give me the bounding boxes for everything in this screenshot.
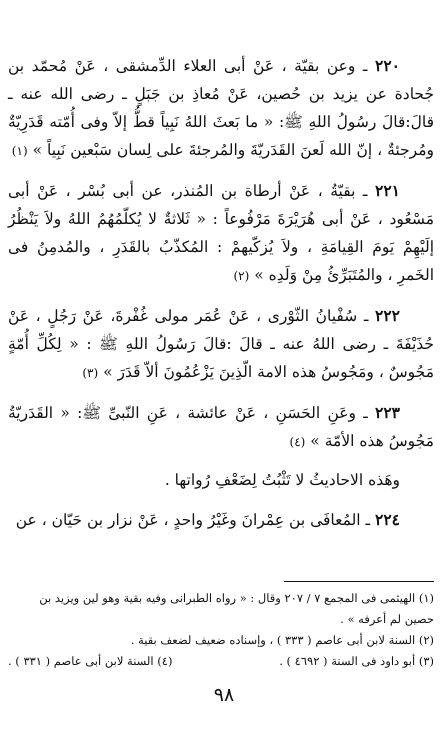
footnote-ref: (٢): [233, 269, 250, 283]
hadith-221: [8, 177, 434, 290]
main-text: [8, 52, 434, 534]
hadith-text: ـ المُعافَى بن عِمْرانَ وغَيْرُ واحدٍ ، عَنْ نزار بن حَيّان ، عن: [15, 511, 371, 529]
hadith-224: [8, 506, 434, 534]
footnotes: [8, 588, 434, 672]
hadith-text: ـ وعن بقيّة ، عَنْ أبى العلاء الدِّمشقى ، عَنْ مُحمّد بن جُحادة عن يزيد بن حُصين، عَنْ مُعاذِ بن جَبَلٍ ـ رضى الله عنه ـ قالَ:قالَ رسُولُ اللهِ ﷺ: « ما بَعثَ اللهُ نَبِياً قطُّ إلاّ وفى أُمّته قَدَرِيّةٌ ومُرجئةٌ ، إنّ الله لَعنَ القَدَريّةَ والمُرجئةَ على لِسان سَبْعين نَبِياً »: [8, 57, 434, 159]
hadith-222: [8, 302, 434, 387]
hadith-number: ٢٢٠: [375, 56, 400, 75]
hadith-number: ٢٢١: [375, 181, 400, 200]
note-text: وهَذه الاحاديثُ لا تَثْبُتُ لِضَعْفِ رُواتها .: [164, 471, 400, 489]
hadith-223: [8, 399, 434, 456]
footnote-ref: (٣): [82, 366, 99, 380]
footnote-1: (١) الهيثمى فى المجمع ٧ / ٢٠٧ وقال : « رواه الطبرانى وفيه بقية وهو لين ويزيد بن حصين لم أعرفه » .: [39, 591, 434, 626]
hadith-number: ٢٢٢: [375, 306, 400, 325]
editor-note: [8, 466, 434, 494]
hadith-number: ٢٢٤: [375, 510, 400, 529]
hadith-220: [8, 52, 434, 165]
hadith-number: ٢٢٣: [375, 403, 400, 422]
hadith-text: ـ سُفْيانُ الثّوْرى ، عَنْ عُمَر مولى غُفْرةَ، عَنْ رَجُلٍ ، عَنْ حُذَيْفَةَ ـ رضى اللهُ عنه ـ قالَ :قالَ رَسُولُ اللهِ ﷺ : « لِكُلِّ أُمّةٍ مَجُوسٌ ، ومَجُوسُ هذه الامة الّذِينَ يَزْعُمُونَ ألاّ قَدَرَ »: [8, 307, 434, 381]
footnote-row: [8, 651, 434, 672]
hadith-text: ـ وعَنِ الحَسَنِ ، عَنْ عائشة ، عَنِ النّبىِّ ﷺ: « القَدَريّةُ مَجُوسُ هذه الأمّة »: [8, 404, 434, 450]
footnote-ref: (٤): [289, 435, 306, 449]
footnote-3: (٣) أبو داود فى السنة ( ٤٦٩٢ ) .: [279, 654, 434, 668]
page-number: ٩٨: [213, 684, 235, 706]
footnote-divider: [284, 581, 434, 582]
footnote-4: (٤) السنة لابن أبى عاصم ( ٣٣١ ) .: [8, 654, 173, 668]
footnote-ref: (١): [11, 144, 28, 158]
hadith-text: ـ بقيّةُ ، عَنْ أرطاة بن المُنذر، عن أبى بُسْر ، عَنْ أبى مَسْعُود ، عَنْ أبى هُرَيْرَةَ مَرْفُوعاً : « ثَلاثةٌ لا يُكلّمُهُمُ اللهُ ولاَ يَنْظُرُ إلَيْهِمْ يَومَ القِيامَةِ ، ولاَ يُزكّيهمْ : المُكذّبُ بالقَدَرِ ، والمُدمِنُ فى الخَمرِ ، والمُتَبَرِّئُ مِنْ وَلَدِه »: [8, 182, 434, 284]
footnote-2: (٢) السنة لابن أبى عاصم ( ٣٣٣ ) ، وإسناده ضعيف لضعف بقية .: [130, 633, 434, 647]
